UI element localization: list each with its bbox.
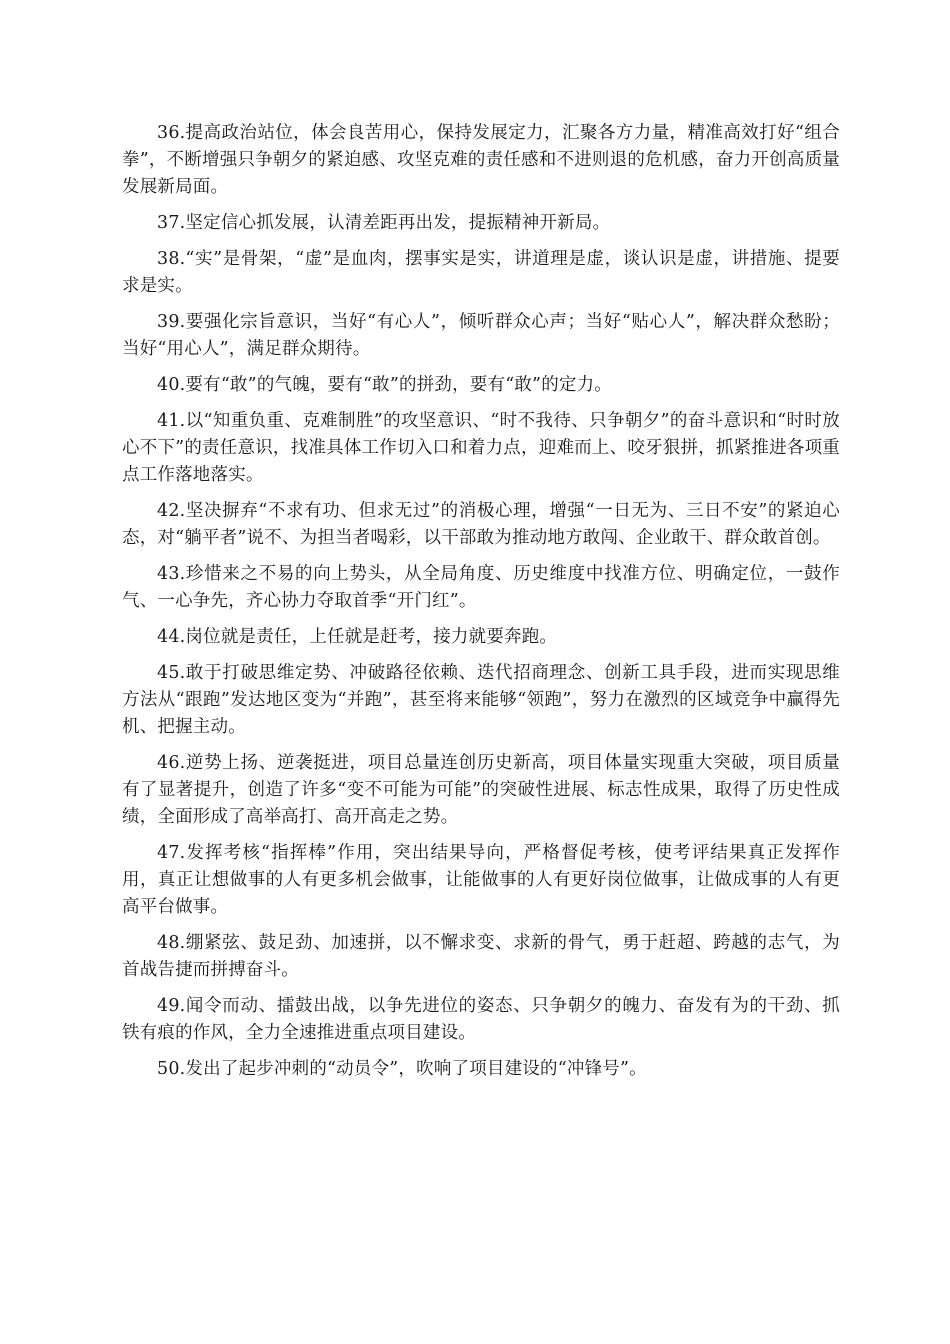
- paragraph-42: 42.坚决摒弃“不求有功、但求无过”的消极心理，增强“一日无为、三日不安”的紧迫心态，对“躺平者”说不、为担当者喝彩，以干部敢为推动地方敢闯、企业敢干、群众敢首创。: [122, 501, 840, 548]
- paragraph-49: 49.闻令而动、擂鼓出战，以争先进位的姿态、只争朝夕的魄力、奋发有为的干劲、抓铁有痕的作风，全力全速推进重点项目建设。: [122, 996, 840, 1043]
- paragraph-40: 40.要有“敢”的气魄，要有“敢”的拼劲，要有“敢”的定力。: [157, 375, 613, 395]
- paragraph-38: 38.“实”是骨架，“虚”是血肉，摆事实是实，讲道理是虚，谈认识是虚，讲措施、提要求是实。: [122, 249, 840, 296]
- paragraph-43: 43.珍惜来之不易的向上势头，从全局角度、历史维度中找准方位、明确定位，一鼓作气、一心争先，齐心协力夺取首季“开门红”。: [122, 564, 840, 611]
- paragraph-45: 45.敢于打破思维定势、冲破路径依赖、迭代招商理念、创新工具手段，进而实现思维方法从“跟跑”发达地区变为“并跑”，甚至将来能够“领跑”，努力在激烈的区域竞争中赢得先机、把握主动。: [122, 663, 840, 737]
- paragraph-37: 37.坚定信心抓发展，认清差距再出发，提振精神开新局。: [157, 213, 611, 233]
- paragraph-36: 36.提高政治站位，体会良苦用心，保持发展定力，汇聚各方力量，精准高效打好“组合拳”，不断增强只争朝夕的紧迫感、攻坚克难的责任感和不进则退的危机感，奋力开创高质量发展新局面。: [122, 123, 840, 197]
- document-body: [122, 120, 840, 1092]
- paragraph-41: 41.以“知重负重、克难制胜”的攻坚意识、“时不我待、只争朝夕”的奋斗意识和“时时放心不下”的责任意识，找准具体工作切入口和着力点，迎难而上、咬牙狠拼，抓紧推进各项重点工作落地落实。: [122, 411, 840, 485]
- paragraph-46: 46.逆势上扬、逆袭挺进，项目总量连创历史新高，项目体量实现重大突破，项目质量有了显著提升，创造了许多“变不可能为可能”的突破性进展、标志性成果，取得了历史性成绩，全面形成了高举高打、高开高走之势。: [122, 753, 840, 827]
- paragraph-50: 50.发出了起步冲刺的“动员令”，吹响了项目建设的“冲锋号”。: [157, 1059, 647, 1079]
- paragraph-39: 39.要强化宗旨意识，当好“有心人”，倾听群众心声；当好“贴心人”，解决群众愁盼；当好“用心人”，满足群众期待。: [122, 312, 840, 359]
- paragraph-47: 47.发挥考核“指挥棒”作用，突出结果导向，严格督促考核，使考评结果真正发挥作用，真正让想做事的人有更多机会做事，让能做事的人有更好岗位做事，让做成事的人有更高平台做事。: [122, 843, 840, 917]
- paragraph-44: 44.岗位就是责任，上任就是赶考，接力就要奔跑。: [157, 627, 558, 647]
- paragraph-48: 48.绷紧弦、鼓足劲、加速拼，以不懈求变、求新的骨气，勇于赶超、跨越的志气，为首战告捷而拼搏奋斗。: [122, 933, 840, 980]
